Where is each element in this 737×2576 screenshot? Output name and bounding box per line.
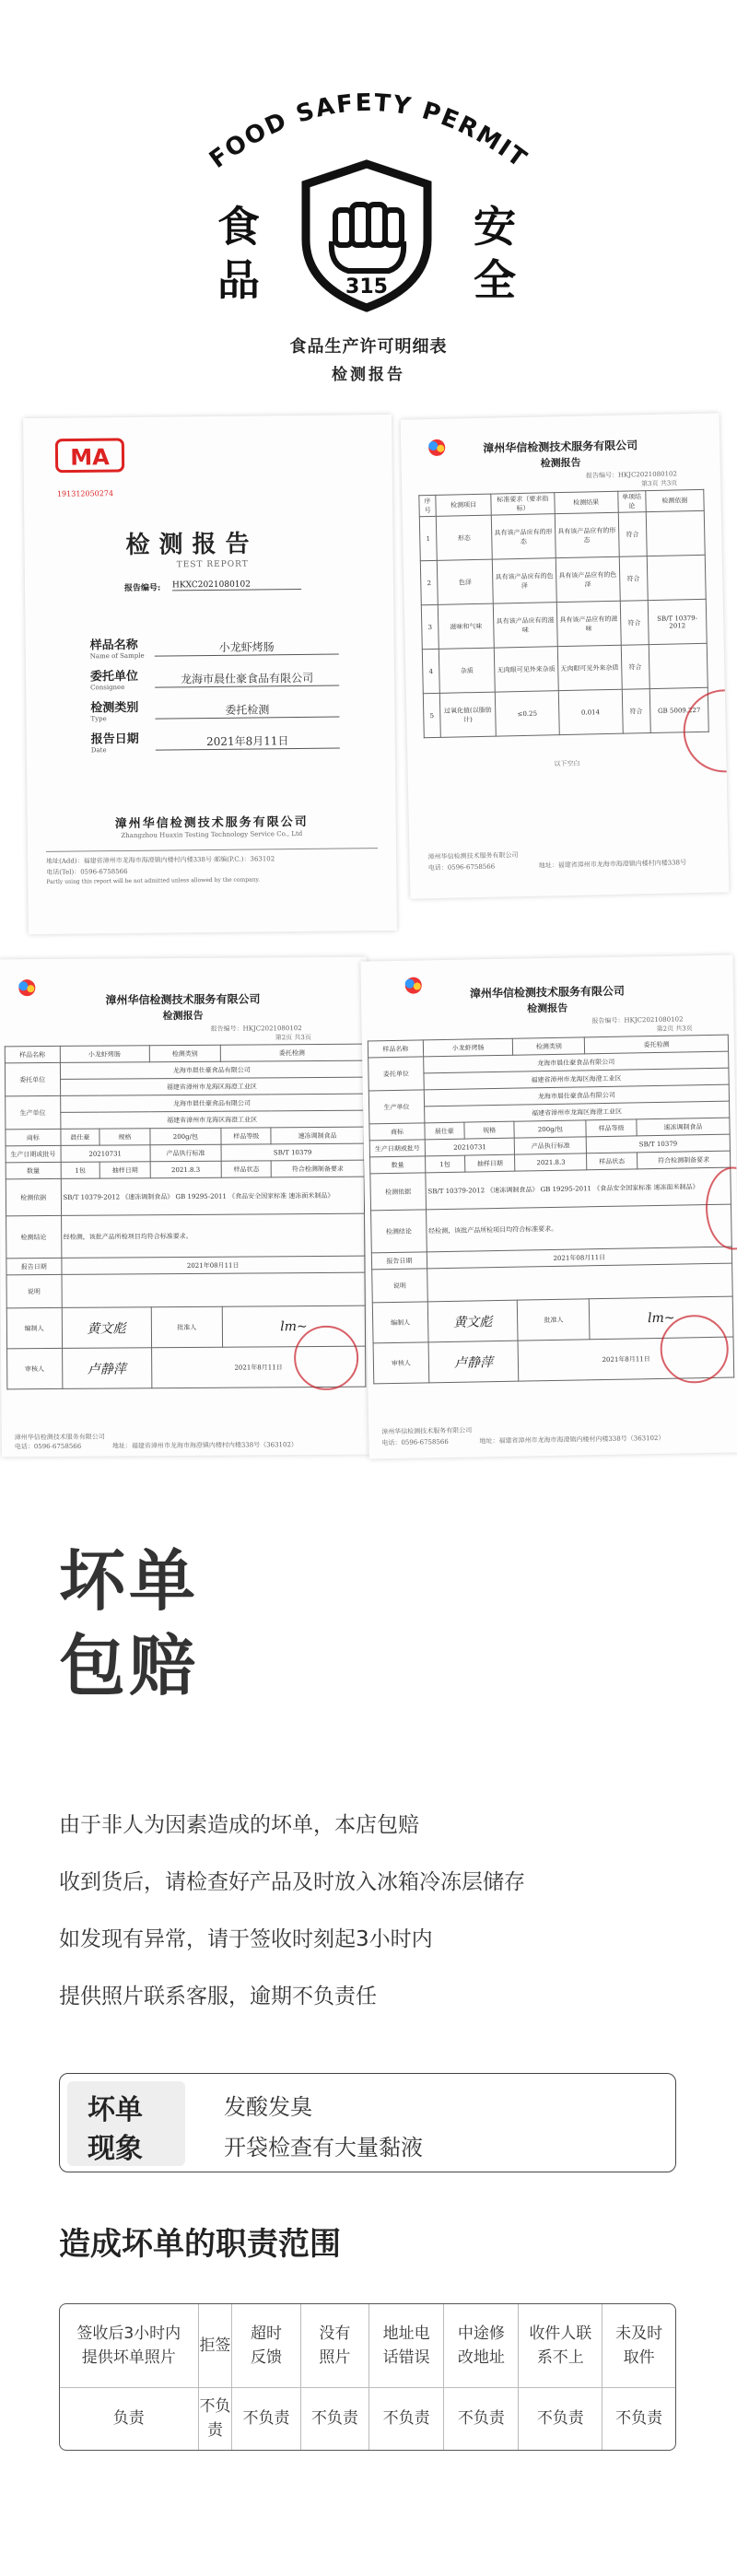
char-an: 安 bbox=[474, 202, 516, 252]
table-cell: 1 bbox=[419, 516, 437, 560]
bad-phenomenon-box bbox=[59, 2073, 676, 2172]
table-cell bbox=[62, 1272, 366, 1307]
bottom-company: 漳州华信检测技术服务有限公司 bbox=[381, 1426, 473, 1436]
bad-tag-line1: 坏单 bbox=[88, 2094, 143, 2126]
table-header-cell: 收件人联系不上 bbox=[519, 2304, 602, 2387]
policy-title-line2: 包赔 bbox=[59, 1627, 200, 1704]
table-cell: 不负责 bbox=[198, 2387, 232, 2450]
table-row bbox=[419, 510, 705, 560]
table-cell: 1包 bbox=[61, 1162, 100, 1178]
signature-cell: lm~ bbox=[590, 1296, 733, 1340]
table-cell: 福建省漳州市龙海区海澄工业区 bbox=[424, 1068, 729, 1090]
divider bbox=[46, 848, 378, 852]
policy-title bbox=[59, 1539, 199, 1708]
table-cell: 符合 bbox=[620, 601, 649, 646]
field-label-consignee: 委托单位 Consignee bbox=[89, 669, 139, 692]
char-pin: 品 bbox=[217, 255, 260, 305]
table-row bbox=[6, 1272, 365, 1308]
table-cell: 具有该产品应有的滋味 bbox=[493, 603, 557, 648]
bottom-company: 漳州华信检测技术服务有限公司 bbox=[427, 851, 519, 861]
table-cell: 委托单位 bbox=[368, 1057, 424, 1091]
table-cell: SB/T 10379 bbox=[221, 1143, 364, 1161]
bottom-address: 地址：福建省漳州市龙海市海澄镇内楼村内楼338号 bbox=[538, 859, 687, 870]
table-cell: 经检测，该批产品所检项目均符合标准要求。 bbox=[426, 1204, 731, 1252]
table-cell: 检测依据 bbox=[370, 1173, 427, 1211]
table-header-cell: 中途修改地址 bbox=[444, 2304, 519, 2387]
table-cell: 具有该产品应有的滋味 bbox=[556, 601, 621, 646]
table-cell: 产品执行标准 bbox=[515, 1137, 587, 1154]
table-cell: 福建省漳州市龙海区海澄工业区 bbox=[60, 1110, 364, 1129]
svg-text:MA: MA bbox=[70, 444, 110, 471]
table-cell: 抽样日期 bbox=[99, 1162, 149, 1178]
table-cell: 龙海市晨仕豪食品有限公司 bbox=[60, 1094, 364, 1112]
report-results-document bbox=[401, 413, 730, 898]
field-value-consignee: 龙海市晨仕豪食品有限公司 bbox=[155, 670, 339, 688]
table-row bbox=[422, 643, 708, 693]
company-phone: 电话(Tel)：0596-6758566 bbox=[46, 867, 128, 876]
table-cell: 说明 bbox=[372, 1269, 427, 1303]
table-cell: 0.014 bbox=[558, 689, 623, 734]
table-cell bbox=[646, 510, 705, 556]
table-cell: 200g/包 bbox=[150, 1128, 222, 1145]
table-row bbox=[370, 1167, 731, 1211]
report-no: 报告编号：HKJC2021080102 bbox=[210, 1025, 302, 1033]
table-footer: 以下空白 bbox=[554, 759, 580, 768]
table-row bbox=[60, 2387, 675, 2450]
policy-line-2: 收到货后，请检查好产品及时放入冰箱冷冻层储存 bbox=[59, 1870, 525, 1894]
field-value-sample: 小龙虾烤肠 bbox=[155, 638, 339, 657]
table-cell: 审核人 bbox=[373, 1342, 429, 1384]
table-cell: 2021年08月11日 bbox=[427, 1247, 731, 1269]
table-cell: 3 bbox=[421, 604, 439, 649]
policy-line-3: 如发现有异常，请于签收时刻起3小时内 bbox=[59, 1927, 433, 1951]
results-table bbox=[418, 489, 708, 738]
table-cell: 色泽 bbox=[437, 559, 493, 604]
signature-cell: 黄文彪 bbox=[427, 1300, 518, 1342]
table-cell: 负责 bbox=[60, 2387, 198, 2450]
table-header-cell: 签收后3小时内提供坏单照片 bbox=[60, 2304, 198, 2387]
table-cell: 检测类别 bbox=[513, 1037, 585, 1055]
table-cell: 数量 bbox=[6, 1162, 61, 1178]
table-cell: 晨仕豪 bbox=[425, 1122, 464, 1140]
table-cell: 20210731 bbox=[61, 1145, 150, 1163]
table-row bbox=[420, 555, 706, 604]
table-header-cell: 地址电话错误 bbox=[369, 2304, 444, 2387]
table-cell: 不负责 bbox=[519, 2387, 602, 2450]
report-note: Partly using this report will be not admitted unless allowed by the company. bbox=[46, 876, 261, 885]
table-cell: 样品名称 bbox=[5, 1046, 60, 1062]
page-number: 第3页 共3页 bbox=[641, 479, 678, 488]
table-cell: 晨仕豪 bbox=[60, 1129, 99, 1145]
table-cell: 小龙虾烤肠 bbox=[423, 1038, 513, 1057]
table-cell: GB 5009.227 bbox=[649, 687, 708, 732]
table-cell: 2 bbox=[420, 560, 438, 604]
char-shi: 食 bbox=[217, 202, 260, 252]
doc-title: 检测报告 bbox=[527, 1001, 568, 1015]
table-cell: 委托单位 bbox=[5, 1062, 60, 1095]
table-cell: 批准人 bbox=[518, 1299, 591, 1341]
table-cell: 报告日期 bbox=[6, 1258, 62, 1274]
table-cell: 2021.8.3 bbox=[150, 1161, 222, 1178]
responsibility-title: 造成坏单的职责范围 bbox=[59, 2226, 341, 2263]
table-header-cell: 序号 bbox=[419, 495, 437, 516]
table-cell: 不负责 bbox=[232, 2387, 300, 2450]
report-no: HKXC2021080102 bbox=[172, 580, 301, 591]
table-cell: 委托检测 bbox=[220, 1044, 363, 1061]
svg-text:315: 315 bbox=[345, 275, 388, 299]
table-header-cell: 检测项目 bbox=[436, 494, 491, 516]
bottom-company: 漳州华信检测技术服务有限公司 bbox=[14, 1433, 105, 1442]
company-name: 漳州华信检测技术服务有限公司 bbox=[483, 439, 638, 455]
table-cell: 具有该产品应有的色泽 bbox=[556, 556, 620, 602]
table-cell: 经检测，该批产品所检项目均符合标准要求。 bbox=[61, 1213, 365, 1258]
hero-section bbox=[0, 0, 737, 396]
table-cell bbox=[427, 1263, 732, 1302]
table-cell: 商标 bbox=[369, 1123, 425, 1141]
table-cell: SB/T 10379-2012 《速冻调制食品》 GB 19295-2011 《食品安全国家标准 速冻面米制品》 bbox=[61, 1177, 365, 1215]
subtitle-permit: 食品生产许可明细表 bbox=[289, 337, 448, 357]
bottom-address: 地址：福建省漳州市龙海市海澄镇内楼村内楼338号（363102） bbox=[111, 1441, 298, 1450]
table-cell: 编制人 bbox=[372, 1302, 428, 1343]
report-no-label: 报告编号: bbox=[123, 583, 161, 593]
table-cell: SB/T 10379-2012 bbox=[648, 599, 707, 644]
red-seal-icon bbox=[294, 1326, 358, 1390]
table-header-cell: 检测依据 bbox=[646, 489, 705, 511]
table-cell: 无肉眼可见外来杂质 bbox=[494, 647, 558, 692]
page-number: 第2页 共3页 bbox=[275, 1034, 311, 1042]
table-cell: 符合 bbox=[621, 645, 649, 690]
table-cell: 商标 bbox=[6, 1129, 61, 1145]
table-row bbox=[371, 1204, 732, 1253]
table-cell: 不负责 bbox=[369, 2387, 444, 2450]
table-cell: 无肉眼可见外来杂质 bbox=[557, 645, 622, 690]
company-name-en: Zhangzhou Huaxin Testing Technology Service Co., Ltd bbox=[121, 829, 303, 840]
report-no: 报告编号：HKJC2021080102 bbox=[585, 470, 678, 480]
company-address: 地址(Add)：福建省漳州市龙海市海澄镇内楼村内楼338号 邮编(P.C.)：363102 bbox=[46, 855, 275, 865]
signature-cell: 黄文彪 bbox=[62, 1307, 151, 1349]
table-cell bbox=[649, 643, 708, 688]
svg-text:FOOD SAFETY PERMIT: FOOD SAFETY PERMIT bbox=[204, 88, 533, 174]
table-cell: 杂质 bbox=[439, 648, 495, 693]
table-cell: 产品执行标准 bbox=[150, 1144, 222, 1162]
doc-title-cn: 检测报告 bbox=[125, 530, 259, 559]
table-cell: 速冻调制食品 bbox=[637, 1118, 730, 1136]
bad-item-1: 发酸发臭 bbox=[224, 2094, 312, 2120]
table-cell: 样品状态 bbox=[587, 1153, 638, 1170]
table-header-cell: 未及时取件 bbox=[602, 2304, 675, 2387]
policy-title-line1: 坏单 bbox=[59, 1542, 200, 1620]
table-row bbox=[6, 1213, 365, 1259]
field-label-type: 检测类别 Type bbox=[90, 700, 139, 723]
table-cell: 生产单位 bbox=[368, 1090, 424, 1124]
table-cell: 生产日期或批号 bbox=[6, 1145, 61, 1162]
table-cell: 小龙虾烤肠 bbox=[60, 1046, 149, 1063]
table-cell: 编制人 bbox=[6, 1307, 62, 1348]
company-name: 漳州华信检测技术服务有限公司 bbox=[469, 984, 626, 1001]
field-label-sample: 样品名称 Name of Sample bbox=[89, 638, 145, 661]
table-cell: 检测依据 bbox=[6, 1178, 61, 1215]
table-cell: SB/T 10379-2012 《速冻调制食品》 GB 19295-2011 《食品安全国家标准 速冻面米制品》 bbox=[426, 1167, 731, 1210]
subtitle-report: 检测报告 bbox=[332, 366, 405, 384]
table-header-cell: 没有照片 bbox=[300, 2304, 368, 2387]
table-row bbox=[6, 1177, 364, 1216]
table-cell: 龙海市晨仕豪食品有限公司 bbox=[423, 1051, 728, 1073]
table-cell: 具有该产品应有的形态 bbox=[491, 514, 556, 559]
table-header-cell: 超时反馈 bbox=[232, 2304, 300, 2387]
field-label-date: 报告日期 Date bbox=[90, 732, 139, 755]
table-cell: 检测结论 bbox=[6, 1215, 62, 1258]
table-row bbox=[423, 687, 708, 737]
table-cell: 龙海市晨仕豪食品有限公司 bbox=[60, 1060, 364, 1079]
table-cell: 20210731 bbox=[425, 1138, 515, 1156]
table-header-cell: 拒签 bbox=[198, 2304, 232, 2387]
table-cell: 抽样日期 bbox=[464, 1154, 515, 1172]
table-cell: 1包 bbox=[425, 1155, 464, 1173]
table-cell bbox=[647, 555, 706, 600]
bad-tag-line2: 现象 bbox=[88, 2133, 143, 2165]
table-cell: 样品等级 bbox=[221, 1128, 271, 1144]
table-cell: 形态 bbox=[436, 515, 492, 560]
table-row bbox=[421, 599, 707, 649]
table-cell: 委托检测 bbox=[585, 1035, 729, 1054]
doc-title: 检测报告 bbox=[540, 456, 581, 470]
company-name-cn: 漳州华信检测技术服务有限公司 bbox=[114, 814, 309, 832]
table-cell: 具有该产品应有的形态 bbox=[555, 512, 619, 557]
table-cell: 检测类别 bbox=[149, 1045, 221, 1062]
table-header-cell: 检测结果 bbox=[555, 491, 618, 513]
table-cell: 审核人 bbox=[7, 1348, 63, 1388]
signature-cell: 卢静萍 bbox=[428, 1341, 519, 1383]
table-cell: 2021年8月11日 bbox=[151, 1346, 366, 1388]
signature-cell: lm~ bbox=[222, 1306, 365, 1347]
table-cell: 样品状态 bbox=[221, 1161, 271, 1177]
table-cell: 数量 bbox=[370, 1156, 426, 1174]
table-header-cell: 单项结论 bbox=[617, 491, 646, 513]
table-cell: SB/T 10379 bbox=[586, 1134, 730, 1153]
report-no: 报告编号：HKJC2021080102 bbox=[591, 1015, 684, 1025]
doc-title-en: TEST REPORT bbox=[176, 559, 249, 570]
table-cell: 2021年08月11日 bbox=[61, 1256, 365, 1274]
bottom-phone: 电话：0596-6758566 bbox=[381, 1437, 449, 1447]
table-cell: 龙海市晨仕豪食品有限公司 bbox=[424, 1084, 729, 1107]
bottom-phone: 电话：0596-6758566 bbox=[14, 1442, 82, 1451]
char-quan: 全 bbox=[474, 255, 516, 305]
table-cell: 说明 bbox=[6, 1274, 62, 1307]
table-header-row bbox=[60, 2304, 675, 2387]
table-cell: 符合检测制备要求 bbox=[637, 1151, 730, 1169]
report-form-document-right bbox=[360, 955, 737, 1459]
responsibility-table bbox=[59, 2303, 676, 2451]
table-cell: 不负责 bbox=[444, 2387, 519, 2450]
policy-line-4: 提供照片联系客服，逾期不负责任 bbox=[59, 1985, 377, 2008]
table-cell: 滋味和气味 bbox=[438, 603, 494, 649]
bottom-phone: 电话：0596-6758566 bbox=[427, 862, 496, 872]
table-cell: 福建省漳州市龙海区海澄工业区 bbox=[424, 1101, 729, 1123]
table-cell: 福建省漳州市龙海区海澄工业区 bbox=[60, 1077, 364, 1095]
table-cell: 批准人 bbox=[151, 1306, 223, 1348]
ma-number: 191312050274 bbox=[56, 489, 114, 498]
bad-phenomenon-tag bbox=[67, 2081, 185, 2166]
table-cell: 200g/包 bbox=[514, 1120, 586, 1138]
table-cell: 符合检测制备要求 bbox=[272, 1160, 365, 1177]
table-cell: 具有该产品应有的色泽 bbox=[492, 558, 556, 603]
report-form-document-left bbox=[0, 957, 370, 1458]
fist-shield-icon bbox=[293, 157, 440, 313]
doc-title: 检测报告 bbox=[162, 1009, 204, 1023]
company-name: 漳州华信检测技术服务有限公司 bbox=[105, 992, 261, 1007]
table-cell: 符合 bbox=[619, 556, 648, 602]
table-cell: 速冻调制食品 bbox=[271, 1127, 364, 1144]
bottom-address: 地址：福建省漳州市龙海市海澄镇内楼村内楼338号（363102） bbox=[479, 1434, 665, 1446]
table-cell: ≤0.25 bbox=[495, 691, 559, 736]
page-number: 第2页 共3页 bbox=[656, 1025, 693, 1033]
table-cell: 4 bbox=[422, 649, 439, 693]
table-cell: 规格 bbox=[99, 1129, 149, 1145]
table-cell: 不负责 bbox=[615, 2409, 663, 2429]
table-cell: 样品名称 bbox=[368, 1040, 423, 1058]
report-cover-document bbox=[23, 415, 397, 934]
table-cell: 规格 bbox=[464, 1121, 515, 1139]
table-cell: 符合 bbox=[618, 512, 647, 557]
table-cell: 5 bbox=[423, 693, 440, 737]
field-value-date: 2021年8月11日 bbox=[156, 732, 340, 751]
table-cell: 检测结论 bbox=[371, 1210, 427, 1253]
table-header-cell: 标准要求（要求指标） bbox=[491, 493, 555, 515]
table-cell: 不负责 bbox=[300, 2387, 368, 2450]
table-cell: 2021.8.3 bbox=[515, 1153, 587, 1171]
table-cell: 生产单位 bbox=[6, 1095, 61, 1129]
table-cell: 过氧化值(以脂肪计) bbox=[439, 692, 496, 737]
field-value-type: 委托检测 bbox=[155, 701, 339, 720]
policy-line-1: 由于非人为因素造成的坏单，本店包赔 bbox=[59, 1813, 419, 1837]
table-cell: 2021年8月11日 bbox=[519, 1337, 734, 1381]
bad-item-2: 开袋检查有大量黏液 bbox=[224, 2135, 423, 2160]
signature-cell: 卢静萍 bbox=[62, 1348, 151, 1389]
table-cell: 符合 bbox=[622, 689, 650, 734]
table-cell: 生产日期或批号 bbox=[369, 1140, 425, 1157]
table-cell: 报告日期 bbox=[371, 1252, 427, 1270]
table-cell: 样品等级 bbox=[586, 1119, 637, 1137]
ma-stamp-icon bbox=[53, 436, 127, 492]
